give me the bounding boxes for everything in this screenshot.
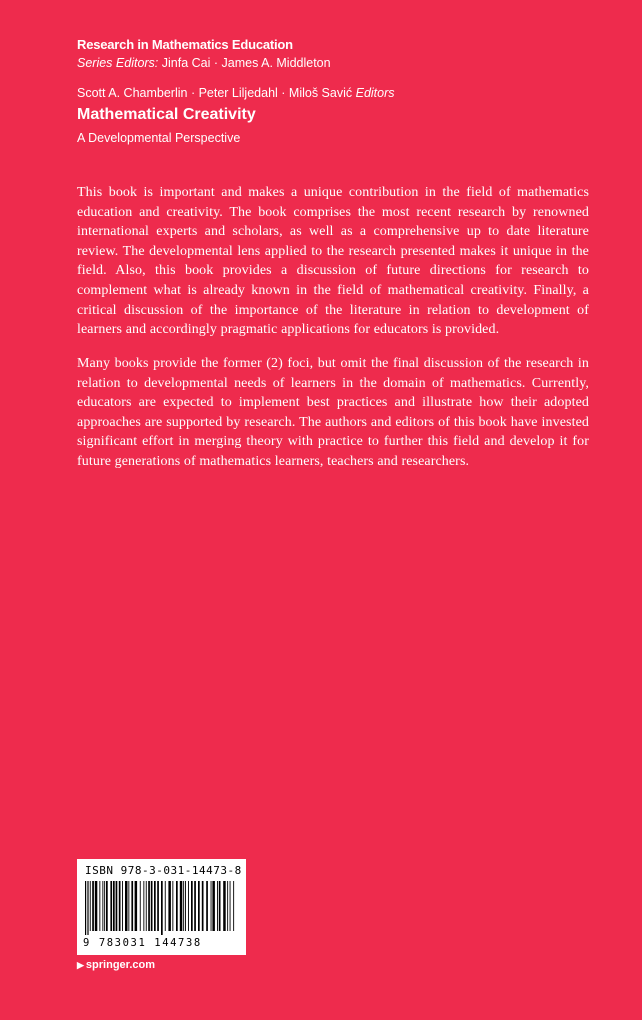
barcode-bar — [102, 881, 103, 931]
barcode-bar — [198, 881, 200, 931]
barcode-bar — [230, 881, 231, 931]
barcode-bar — [151, 881, 153, 931]
barcode-bar — [146, 881, 147, 931]
barcode-bar — [116, 881, 118, 931]
barcode-bar — [85, 881, 86, 935]
triangle-right-icon: ▶ — [77, 960, 84, 970]
barcode-bar — [185, 881, 186, 931]
barcode-bar — [223, 881, 226, 931]
isbn-text: ISBN 978-3-031-14473-8 — [85, 864, 242, 877]
barcode-bar — [131, 881, 133, 931]
ean-digits: 9 783031 144738 — [83, 937, 202, 949]
barcode-bar — [157, 881, 159, 931]
barcode-bars — [85, 881, 239, 935]
barcode-box — [77, 859, 246, 955]
barcode-bar — [176, 881, 178, 931]
barcode-bar — [233, 881, 234, 931]
barcode-bar — [194, 881, 196, 931]
barcode-bar — [119, 881, 121, 931]
barcode-bar — [90, 881, 91, 931]
book-editors-tag: Editors — [355, 86, 395, 100]
barcode-bar — [95, 881, 98, 931]
barcode-bar — [212, 881, 215, 931]
blurb-paragraph-1: This book is important and makes a unique contribution in the field of mathematics education and creativity. The book comprises the most recent research by renowned international experts and scholars, as well as a comprehensive up to date literature review. The developmental lens applied to the research presented makes it unique in the field. Also, this book provides a discussion of future directions for research to complement what is already known in the field of mathematical creativity. Finally, a critical discussion of the importance of the literature in relation to development of learners and accordingly pragmatic applications for educators is provided. — [77, 185, 589, 338]
barcode-bar — [135, 881, 138, 931]
book-editors-names: Scott A. Chamberlin · Peter Liljedahl · Miloš Savić — [77, 86, 353, 100]
barcode-bar — [87, 881, 88, 935]
barcode-bar — [227, 881, 228, 931]
barcode-bar — [154, 881, 156, 931]
barcode-bar — [172, 881, 173, 931]
book-editors — [77, 86, 395, 100]
barcode-bar — [143, 881, 144, 931]
barcode-bar — [219, 881, 221, 931]
barcode-bar — [122, 881, 123, 931]
barcode-bar — [183, 881, 184, 931]
blurb-paragraph-2: Many books provide the former (2) foci, but omit the final discussion of the research in relation to developmental needs of learners in the domain of mathematics. Currently, educators are expected to implement best practices and illustrate how their adopted approaches are supported by research. The authors and editors of this book have invested significant effort in merging theory with practice to further this field and develop it for future generations of mathematics learners, teachers and researchers. — [77, 356, 589, 469]
barcode-bar — [128, 881, 129, 931]
barcode-bar — [140, 881, 141, 931]
barcode-bar — [148, 881, 150, 931]
barcode-bar — [180, 881, 183, 931]
barcode-bar — [92, 881, 94, 931]
book-subtitle: A Developmental Perspective — [77, 131, 241, 145]
barcode-bar — [168, 881, 171, 931]
barcode-bar — [211, 881, 212, 931]
series-title: Research in Mathematics Education — [77, 37, 293, 52]
barcode-bar — [217, 881, 218, 931]
barcode-bar — [206, 881, 208, 931]
series-editors-names: Jinfa Cai · James A. Middleton — [161, 56, 331, 70]
publisher-website-label: springer.com — [85, 959, 155, 971]
barcode-bar — [191, 881, 193, 931]
barcode-bar — [165, 881, 166, 931]
barcode-bar — [113, 881, 115, 931]
series-editors-label: Series Editors: — [77, 56, 159, 70]
barcode-bar — [104, 881, 105, 931]
barcode-bar — [106, 881, 108, 931]
barcode-bar — [188, 881, 189, 931]
barcode-bar — [99, 881, 100, 931]
barcode-bar — [110, 881, 112, 931]
publisher-website[interactable] — [77, 959, 155, 971]
series-editors — [77, 56, 331, 70]
barcode-bar — [202, 881, 204, 931]
book-title: Mathematical Creativity — [77, 106, 256, 123]
barcode-bar — [161, 881, 163, 935]
barcode-bar — [125, 881, 128, 931]
